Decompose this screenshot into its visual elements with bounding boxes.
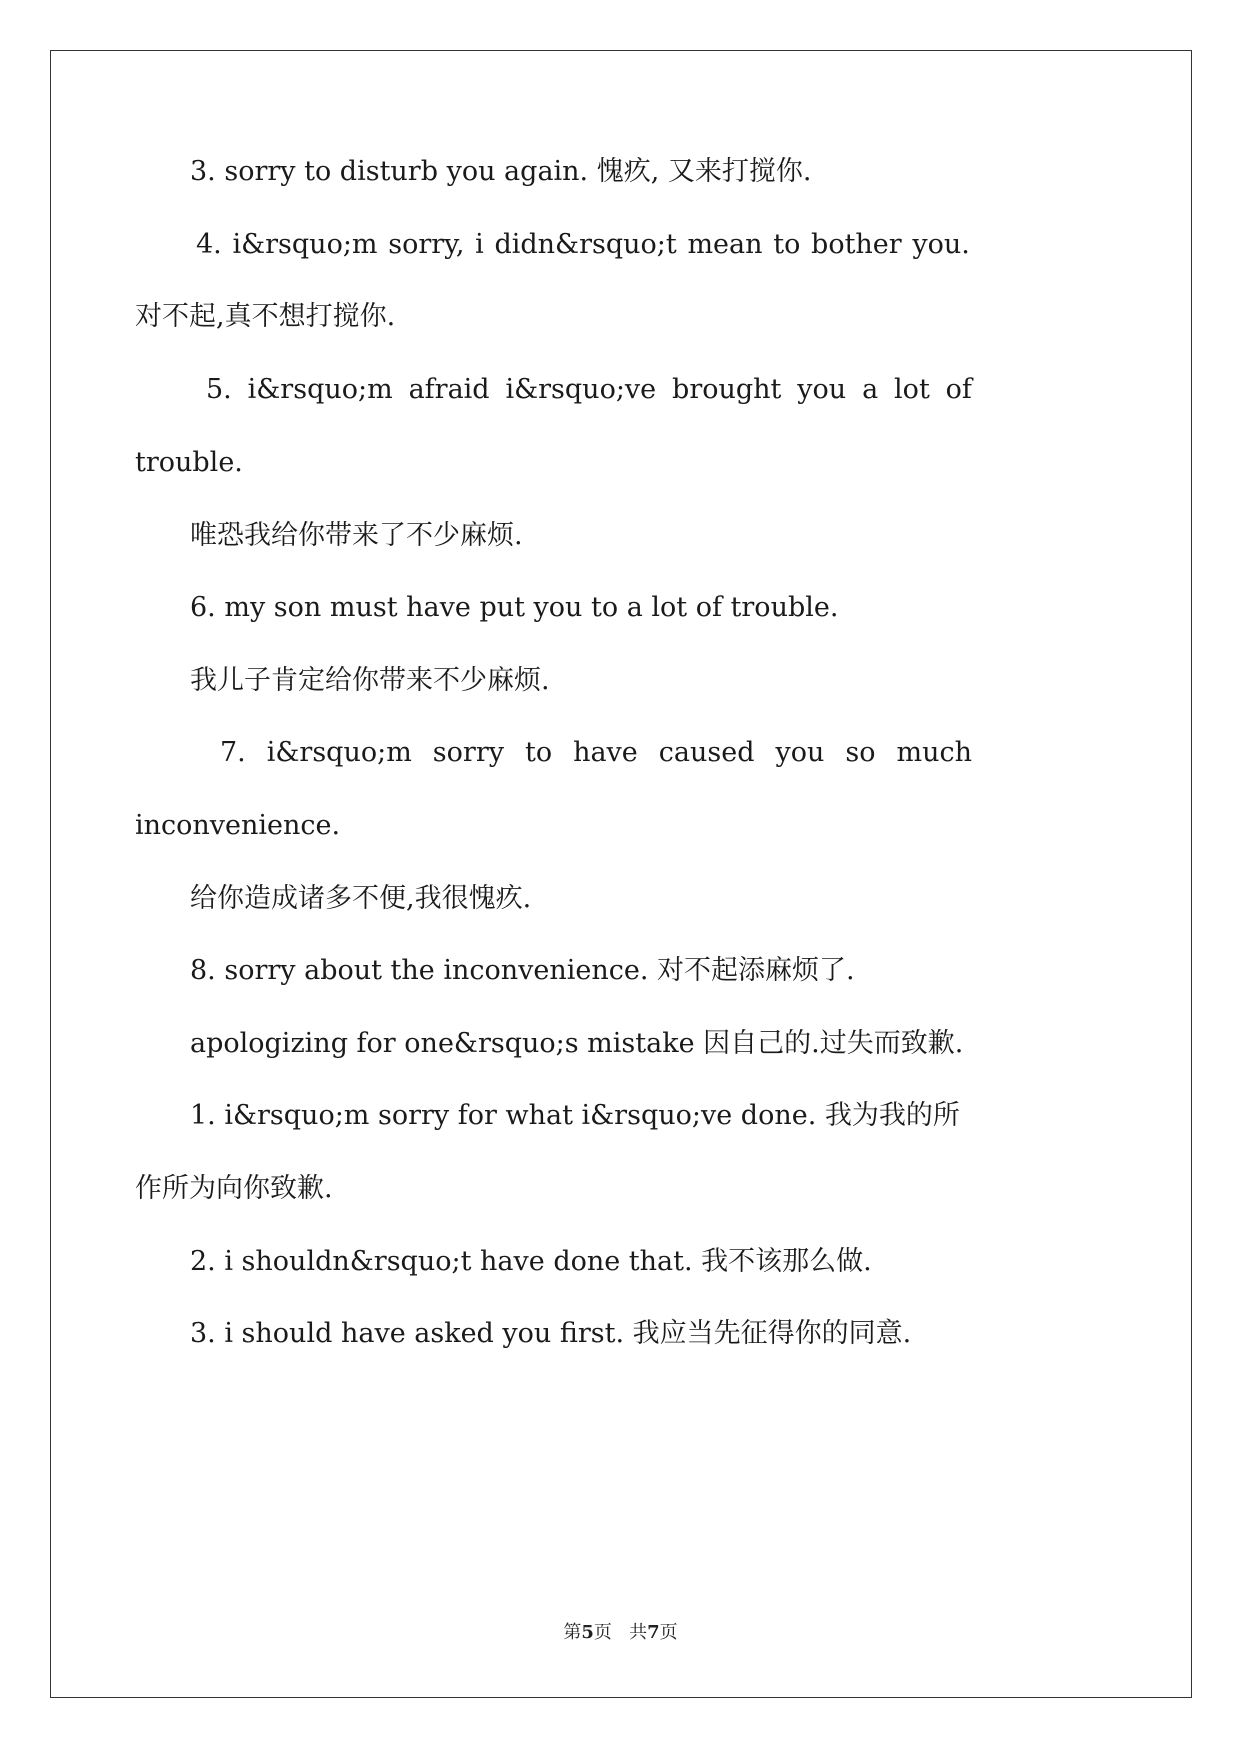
word: sorry,: [388, 229, 465, 260]
word: i&rsquo;m: [247, 374, 393, 405]
word: sorry: [432, 737, 504, 768]
text-line-9: [220, 733, 972, 773]
word: you: [797, 374, 847, 405]
word: brought: [672, 374, 782, 405]
text-line-14: 1. i&rsquo;m sorry for what i&rsquo;ve done. 我为我的所: [190, 1100, 960, 1131]
text-line-3: 对不起,真不想打搅你.: [135, 301, 396, 332]
total-pages: 7: [647, 1622, 660, 1643]
word: much: [896, 737, 972, 768]
word: a: [862, 374, 879, 405]
word: mean: [687, 229, 763, 260]
text-line-15: 作所为向你致歉.: [135, 1173, 333, 1204]
word: didn&rsquo;t: [494, 229, 677, 260]
word: i&rsquo;m: [266, 737, 412, 768]
word: bother: [811, 229, 902, 260]
word: 5.: [206, 374, 232, 405]
word: lot: [894, 374, 930, 405]
word: 4.: [196, 229, 222, 260]
word: to: [524, 737, 553, 768]
word: afraid: [408, 374, 490, 405]
text-line-5: trouble.: [135, 447, 243, 478]
text-line-16: 2. i shouldn&rsquo;t have done that. 我不该那么做.: [190, 1246, 872, 1277]
text-line-10: inconvenience.: [135, 810, 341, 841]
text-line-2: [196, 225, 970, 265]
word: i: [475, 229, 484, 260]
word: have: [573, 737, 638, 768]
footer-middle: 页 共: [593, 1622, 648, 1643]
text-line-11: 给你造成诸多不便,我很愧疚.: [190, 883, 532, 914]
word: you.: [912, 229, 970, 260]
text-line-17: 3. i should have asked you first. 我应当先征得你的同意.: [190, 1318, 912, 1349]
footer-suffix: 页: [659, 1622, 678, 1643]
text-line-13: apologizing for one&rsquo;s mistake 因自己的.过失而致歉.: [190, 1028, 964, 1059]
word: caused: [658, 737, 755, 768]
page-footer: [0, 1618, 1241, 1644]
page-number: 5: [581, 1622, 594, 1643]
text-line-1: 3. sorry to disturb you again. 愧疚, 又来打搅你.: [190, 156, 812, 187]
word: i&rsquo;m: [232, 229, 378, 260]
text-line-6: 唯恐我给你带来了不少麻烦.: [190, 520, 523, 551]
text-line-7: 6. my son must have put you to a lot of trouble.: [190, 592, 839, 623]
footer-prefix: 第: [563, 1622, 582, 1643]
word: you: [775, 737, 825, 768]
word: to: [773, 229, 801, 260]
word: 7.: [220, 737, 246, 768]
word: of: [945, 374, 972, 405]
word: so: [845, 737, 876, 768]
text-line-12: 8. sorry about the inconvenience. 对不起添麻烦了.: [190, 955, 855, 986]
word: i&rsquo;ve: [505, 374, 657, 405]
text-line-8: 我儿子肯定给你带来不少麻烦.: [190, 665, 550, 696]
text-line-4: [206, 370, 972, 410]
